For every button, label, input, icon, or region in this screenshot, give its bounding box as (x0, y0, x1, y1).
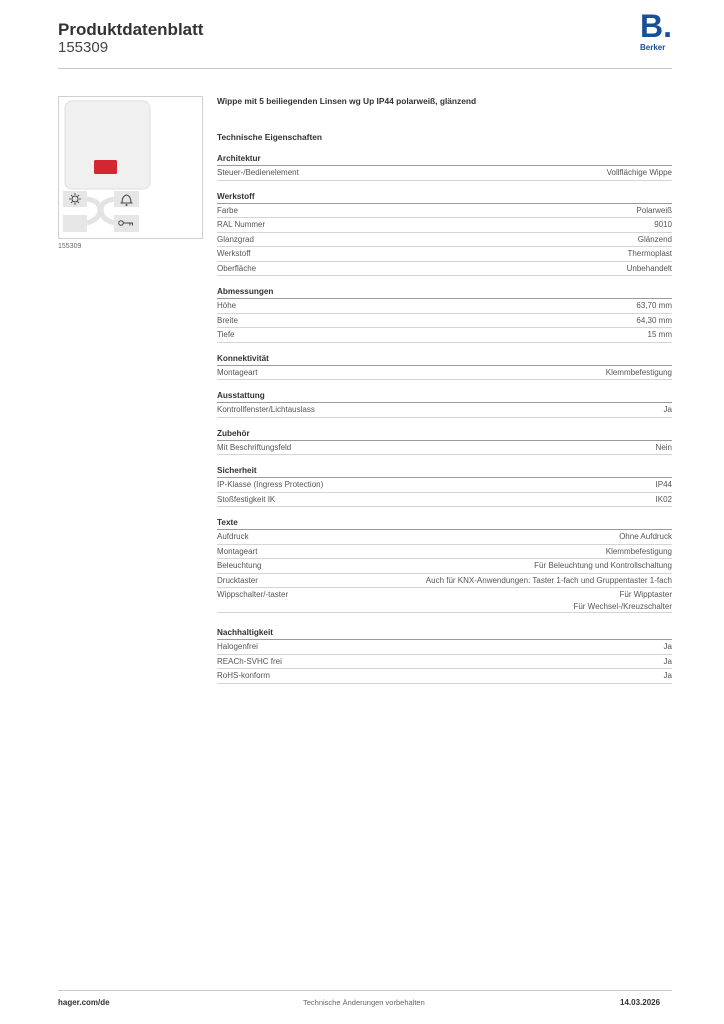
spec-row (217, 478, 672, 493)
spec-label: Farbe (217, 205, 238, 215)
spec-label: Tiefe (217, 330, 235, 339)
spec-label: Aufdruck (217, 532, 249, 541)
spec-label: Montageart (217, 546, 258, 556)
spec-row (217, 588, 672, 613)
spec-content (217, 96, 672, 694)
section-konnektivitaet (217, 353, 672, 381)
spec-label: Montageart (217, 367, 258, 377)
product-illustration (59, 97, 202, 238)
spec-value: IP44 (655, 480, 672, 489)
spec-value: Ja (663, 656, 672, 666)
spec-label: RoHS-konform (217, 671, 270, 680)
lens-option-blank (63, 215, 87, 232)
spec-row (217, 493, 672, 508)
berker-logo (639, 8, 675, 56)
spec-label: Wippschalter/-taster (217, 590, 289, 599)
logo-wordmark: Berker (640, 43, 666, 52)
spec-value: Ja (663, 405, 672, 414)
spec-value: 15 mm (647, 330, 672, 339)
spec-label: Kontrollfenster/Lichtauslass (217, 405, 315, 414)
spec-label: Drucktaster (217, 575, 258, 585)
spec-label: IP-Klasse (Ingress Protection) (217, 480, 324, 489)
footer-divider (58, 990, 672, 991)
spec-value: Nein (655, 442, 672, 452)
spec-row (217, 233, 672, 248)
spec-row (217, 403, 672, 418)
header-divider (58, 68, 672, 69)
spec-label: Beleuchtung (217, 561, 262, 570)
spec-row (217, 574, 672, 589)
spec-label: Werkstoff (217, 249, 251, 258)
footer-date: 14.03.2026 (620, 998, 661, 1007)
section-werkstoff (217, 191, 672, 277)
spec-subhead: Technische Eigenschaften (217, 132, 323, 142)
spec-value: Polarweiß (636, 205, 672, 215)
spec-label: Halogenfrei (217, 642, 258, 651)
spec-value: Ohne Aufdruck (619, 532, 672, 541)
spec-row (217, 328, 672, 343)
spec-row (217, 166, 672, 181)
spec-label: Breite (217, 315, 238, 325)
spec-label: Stoßfestigkeit IK (217, 494, 276, 504)
product-number: 155309 (58, 39, 109, 56)
section-title: Zubehör (217, 428, 672, 441)
spec-value: Klemmbefestigung (605, 367, 672, 377)
image-caption: 155309 (58, 243, 82, 250)
spec-row (217, 218, 672, 233)
section-title: Nachhaltigkeit (217, 627, 672, 640)
spec-label: Höhe (217, 301, 237, 310)
spec-value: Thermoplast (627, 249, 672, 258)
footer-website-link[interactable]: hager.com/de (58, 998, 110, 1007)
spec-value: Unbehandelt (626, 263, 672, 273)
section-sicherheit (217, 465, 672, 507)
spec-value: Vollflächige Wippe (606, 168, 672, 177)
indicator-lens (94, 160, 117, 174)
spec-label: REACh-SVHC frei (217, 656, 282, 666)
section-abmessungen (217, 286, 672, 343)
spec-value: Für Beleuchtung und Kontrollschaltung (534, 561, 672, 570)
spec-value-line: Für Wipptaster (619, 590, 672, 599)
spec-value: Ja (663, 671, 672, 680)
spec-value: Auch für KNX-Anwendungen: Taster 1-fach und Gruppentaster 1-fach (425, 575, 672, 585)
spec-label: Mit Beschriftungsfeld (217, 442, 292, 452)
spec-value: 9010 (654, 220, 672, 229)
product-image (58, 96, 203, 239)
spec-value: Ja (663, 642, 672, 651)
section-title: Texte (217, 517, 672, 530)
section-title: Abmessungen (217, 286, 672, 299)
spec-label: RAL Nummer (217, 220, 266, 229)
spec-row (217, 669, 672, 684)
spec-label: Oberfläche (217, 263, 257, 273)
spec-value (573, 589, 672, 612)
section-title: Werkstoff (217, 191, 672, 204)
spec-row (217, 299, 672, 314)
spec-value: Glänzend (637, 234, 672, 244)
spec-row (217, 204, 672, 219)
spec-row (217, 247, 672, 262)
section-title: Konnektivität (217, 353, 672, 366)
spec-value: IK02 (655, 494, 672, 504)
section-nachhaltigkeit (217, 627, 672, 684)
section-title: Architektur (217, 153, 672, 166)
spec-label: Glanzgrad (217, 234, 254, 244)
section-texte (217, 517, 672, 613)
page-title: Produktdatenblatt (58, 20, 204, 39)
spec-row (217, 640, 672, 655)
spec-row (217, 441, 672, 456)
spec-row (217, 366, 672, 381)
spec-label: Steuer-/Bedienelement (217, 168, 299, 177)
spec-value: 63,70 mm (636, 301, 672, 310)
spec-row (217, 530, 672, 545)
section-title: Sicherheit (217, 465, 672, 478)
logo-mark: B. (640, 8, 672, 44)
spec-value: Klemmbefestigung (605, 546, 672, 556)
spec-row (217, 559, 672, 574)
spec-row (217, 545, 672, 560)
section-zubehoer (217, 428, 672, 456)
spec-value-line: Für Wechsel-/Kreuzschalter (573, 601, 672, 611)
section-title: Ausstattung (217, 390, 672, 403)
section-architektur (217, 153, 672, 181)
product-headline: Wippe mit 5 beiliegenden Linsen wg Up IP44 polarweiß, glänzend (217, 96, 477, 106)
spec-row (217, 262, 672, 277)
spec-row (217, 655, 672, 670)
section-ausstattung (217, 390, 672, 418)
footer-notice: Technische Änderungen vorbehalten (303, 998, 425, 1007)
spec-value: 64,30 mm (636, 315, 672, 325)
spec-row (217, 314, 672, 329)
